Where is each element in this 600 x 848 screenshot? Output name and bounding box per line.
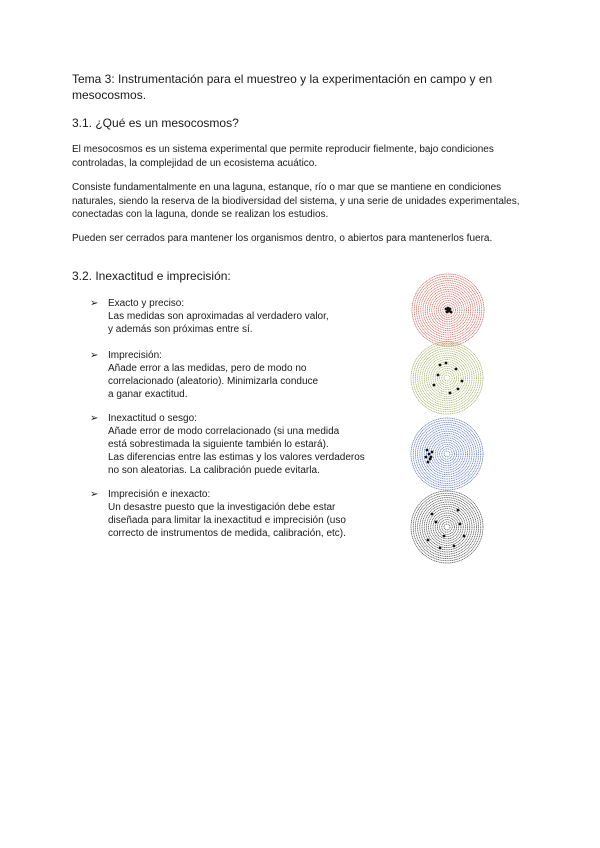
item-line: está sobrestimada la siguiente también lo estará). [108, 439, 329, 450]
target-ring [431, 511, 463, 543]
shot-mark [431, 513, 434, 516]
item-line: correlacionado (aleatorio). Minimizarla conduce [108, 376, 319, 387]
shot-mark [430, 456, 433, 459]
document-title: Tema 3: Instrumentación para el muestreo y la experimentación en campo y en mesocosmos. [72, 72, 493, 102]
shot-mark [425, 456, 428, 459]
target-imprecision-icon [410, 341, 484, 415]
bullet-arrow-icon: ➢ [90, 413, 99, 424]
target-ring [431, 438, 463, 470]
item-line: no son aleatorias. La calibración puede evitarla. [108, 465, 320, 476]
item-heading: Imprecisión: [108, 350, 162, 361]
target-ring [426, 433, 467, 474]
target-ring [437, 444, 456, 463]
target-ring [444, 451, 450, 457]
shot-mark [463, 535, 466, 538]
target-ring [415, 495, 478, 558]
target-ring [422, 502, 472, 552]
shot-mark [450, 311, 453, 314]
target-ring [413, 420, 481, 488]
target-ring [413, 493, 481, 561]
paragraph-composition: Consiste fundamentalmente en una laguna, estanque, río o mar que se mantiene en condiciones naturales, siendo la reserva de la biodiversidad del sistema, y una serie de unidades experimentales, conectadas con la laguna, donde se realizan los estudios. [72, 182, 520, 220]
target-ring [415, 346, 478, 409]
target-ring [435, 515, 459, 539]
list-item-bias [90, 412, 410, 477]
item-line: correcto de instrumentos de medida, calibración, etc). [108, 528, 346, 539]
target-rings [410, 417, 484, 491]
target-ring [420, 500, 474, 554]
shot-mark [461, 380, 464, 383]
item-line: Añade error de modo correlacionado (si una medida [108, 426, 340, 437]
target-ring [437, 368, 456, 387]
target-rings [410, 341, 484, 415]
shot-mark [447, 307, 450, 310]
target-bias-icon [410, 417, 484, 491]
shot-mark [427, 461, 430, 464]
shot-mark [449, 392, 452, 395]
item-line: Las medidas son aproximadas al verdadero valor, [108, 311, 329, 322]
item-line: Las diferencias entre las estimas y los valores verdaderos [108, 452, 365, 463]
target-ring [420, 351, 474, 405]
bullet-arrow-icon: ➢ [90, 489, 99, 500]
shot-mark [437, 374, 440, 377]
shot-mark [433, 384, 436, 387]
shot-mark [439, 364, 442, 367]
shot-mark [426, 449, 429, 452]
shot-mark [443, 535, 446, 538]
paragraph-definition: El mesocosmos es un sistema experimental que permite reproducir fielmente, bajo condiciones controladas, la complejidad de un ecosistema acuático. [72, 144, 494, 169]
shot-mark [453, 545, 456, 548]
target-exact-precise-icon [411, 273, 485, 347]
shot-mark [431, 451, 434, 454]
target-ring [429, 509, 466, 546]
target-ring [442, 522, 452, 532]
target-ring [435, 442, 459, 466]
target-ring [437, 517, 456, 536]
section-heading-mesocosmos: 3.1. ¿Qué es un mesocosmos? [72, 116, 239, 130]
target-ring [415, 422, 478, 485]
list-item-imprecision [90, 349, 410, 401]
list-item-exact-precise [90, 297, 410, 336]
target-imprecise-inaccurate-icon [410, 490, 484, 564]
target-ring [429, 436, 466, 473]
target-rings [410, 490, 484, 564]
shot-mark [457, 388, 460, 391]
item-line: diseñada para limitar la inexactitud e imprecisión (uso [108, 515, 346, 526]
section-heading-inexactitud: 3.2. Inexactitud e imprecisión: [72, 269, 231, 283]
target-ring [422, 353, 472, 403]
shot-mark [455, 368, 458, 371]
shot-mark [445, 362, 448, 365]
item-line: a ganar exactitud. [108, 389, 188, 400]
shot-mark [457, 509, 460, 512]
target-ring [442, 373, 452, 383]
item-line: y además son próximas entre sí. [108, 324, 253, 335]
paragraph-types: Pueden ser cerrados para mantener los organismos dentro, o abiertos para mantenerlos fuera. [72, 233, 493, 244]
item-line: Un desastre puesto que la investigación debe estar [108, 502, 336, 513]
item-line: Añade error a las medidas, pero de modo no [108, 363, 307, 374]
shot-mark [439, 547, 442, 550]
target-ring [429, 360, 466, 397]
target-ring [444, 375, 450, 381]
target-ring [426, 506, 467, 547]
bullet-arrow-icon: ➢ [90, 350, 99, 361]
target-ring [413, 344, 481, 412]
target-ring [442, 449, 452, 459]
bullet-arrow-icon: ➢ [90, 298, 99, 309]
shot-mark [428, 453, 431, 456]
item-heading: Imprecisión e inexacto: [108, 489, 211, 500]
item-heading: Exacto y preciso: [108, 298, 185, 309]
item-heading: Inexactitud o sesgo: [108, 413, 197, 424]
shot-mark [435, 521, 438, 524]
list-item-imprecise-inaccurate [90, 488, 410, 540]
target-rings [411, 273, 485, 347]
target-ring [444, 524, 450, 530]
shot-mark [459, 523, 462, 526]
shot-mark [427, 539, 430, 542]
